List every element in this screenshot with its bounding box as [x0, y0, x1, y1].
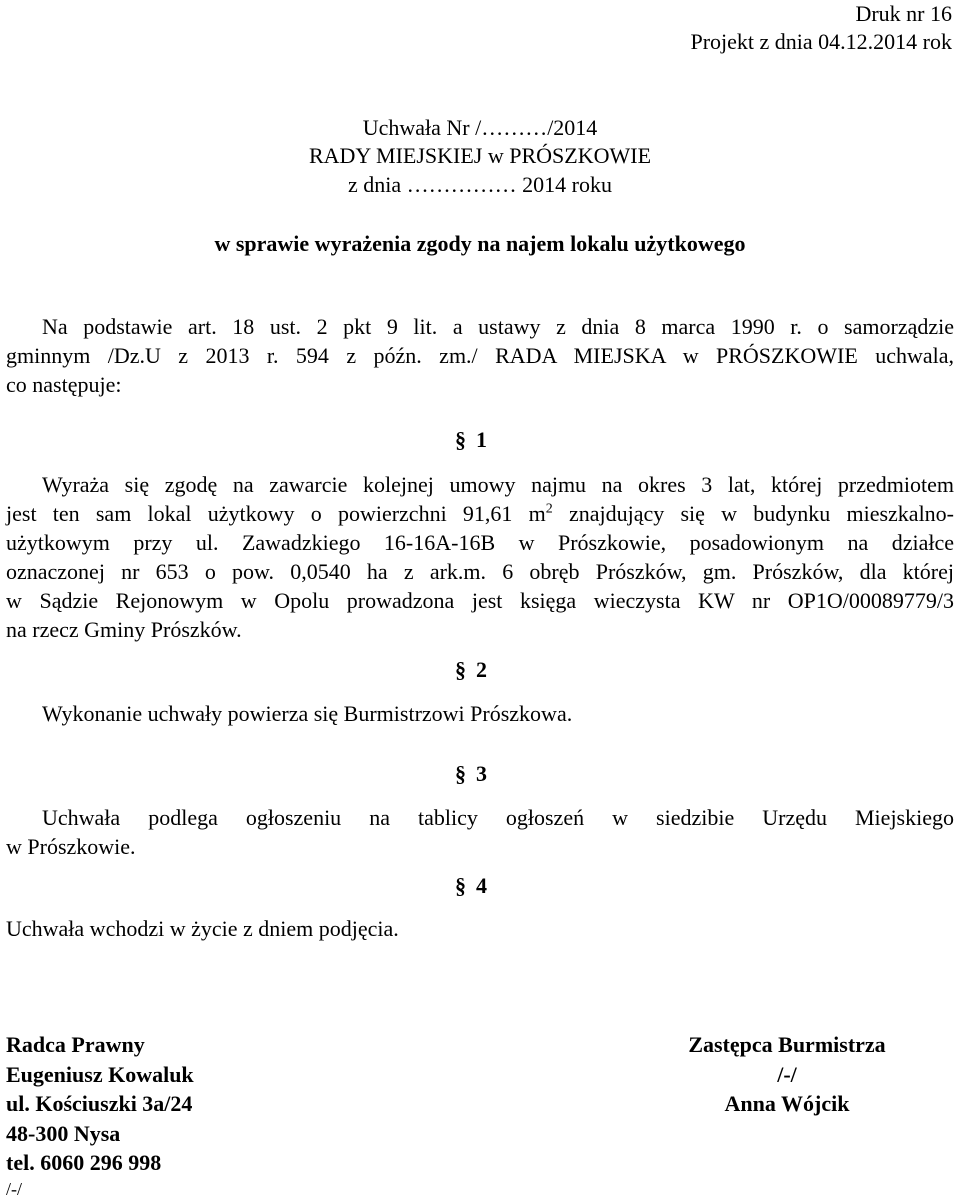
section-symbol: § — [455, 427, 466, 452]
section-1-line-5: w Sądzie Rejonowym w Opolu prowadzona jest księga wieczysta KW nr OP1O/00089779/3 — [6, 588, 954, 613]
section-symbol: § — [455, 761, 466, 786]
section-number: 3 — [476, 761, 487, 786]
resolution-number: Uchwała Nr /………/2014 — [362, 115, 598, 140]
section-3-heading — [455, 761, 535, 787]
section-number: 4 — [476, 873, 487, 898]
section-1-heading — [455, 427, 535, 453]
document-header — [690, 0, 952, 56]
draft-date: Projekt z dnia 04.12.2014 rok — [690, 29, 952, 54]
section-1-line-4: oznaczonej nr 653 o pow. 0,0540 ha z ark.m. 6 obręb Prószków, gm. Prószków, dla której — [6, 559, 954, 584]
section-2-line-1: Wykonanie uchwały powierza się Burmistrzowi Prószkowa. — [42, 701, 573, 726]
resolution-subject: w sprawie wyrażenia zgody na najem lokalu użytkowego — [214, 231, 746, 256]
preamble-line-2: gminnym /Dz.U z 2013 r. 594 z późn. zm./ RADA MIEJSKA w PRÓSZKOWIE uchwala, — [6, 343, 954, 368]
section-number: 1 — [476, 427, 487, 452]
superscript-2: 2 — [545, 501, 553, 517]
section-3-line-2: w Prószkowie. — [6, 834, 136, 859]
section-1-line-2: jest ten sam lokal użytkowy o powierzchni 91,61 $m^2$ znajdujący się w budynku mieszkalno- — [6, 501, 955, 526]
preamble-line-1: Na podstawie art. 18 ust. 2 pkt 9 lit. a ustawy z dnia 8 marca 1990 r. o samorządzie — [42, 314, 954, 339]
legal-advisor-signature: Radca Prawny Eugeniusz Kowaluk ul. Kościuszki 3a/24 48-300 Nysa tel. 6060 296 998 /-/ — [6, 1032, 194, 1199]
preamble-line-3: co następuje: — [6, 372, 122, 397]
deputy-mayor-signature: Zastępca Burmistrza /-/ Anna Wójcik — [688, 1032, 886, 1116]
section-2-heading — [455, 657, 535, 683]
print-number: Druk nr 16 — [855, 1, 952, 26]
council-name: RADY MIEJSKIEJ w PRÓSZKOWIE — [308, 143, 652, 168]
section-4-heading — [455, 873, 535, 899]
section-3-line-1: Uchwała podlega ogłoszeniu na tablicy ogłoszeń w siedzibie Urzędu Miejskiego — [42, 805, 954, 830]
section-symbol: § — [455, 873, 466, 898]
section-symbol: § — [455, 657, 466, 682]
section-4-line-1: Uchwała wchodzi w życie z dniem podjęcia. — [6, 916, 399, 941]
section-1-line-6: na rzecz Gminy Prószków. — [6, 617, 242, 642]
section-1-line-1: Wyraża się zgodę na zawarcie kolejnej umowy najmu na okres 3 lat, której przedmiotem — [42, 472, 954, 497]
resolution-date: z dnia …………… 2014 roku — [348, 172, 612, 197]
section-number: 2 — [476, 657, 487, 682]
section-1-line-3: użytkowym przy ul. Zawadzkiego 16-16A-16B w Prószkowie, posadowionym na działce — [6, 530, 954, 555]
